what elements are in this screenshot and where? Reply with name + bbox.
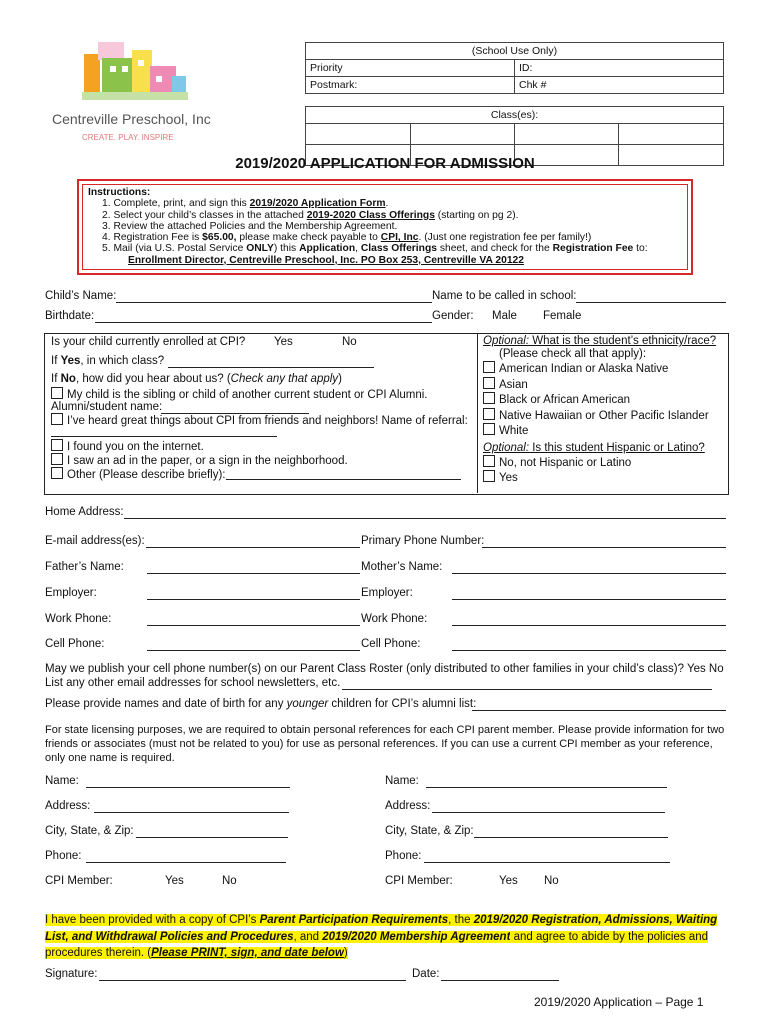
school-logo bbox=[52, 36, 227, 148]
classes-header: Class(es): bbox=[306, 107, 724, 124]
ref2-name-field[interactable] bbox=[426, 787, 667, 788]
agreement-text: I have been provided with a copy of CPI’s Parent Participation Requirements, the 2019/2020 Registration, Admissions, Waiting List, and Withdrawal Policies and Procedures, and 2019/2020 Membership Agreement and agree to abide by the policies and procedures therein. (Please PRINT, sign, and date below) bbox=[45, 914, 718, 959]
ref2-member-yes[interactable]: Yes bbox=[499, 875, 518, 887]
date-field[interactable] bbox=[441, 980, 559, 981]
mailing-address: Enrollment Director, Centreville Preschool, Inc. PO Box 253, Centreville VA 20122 bbox=[128, 254, 525, 266]
id-cell[interactable]: ID: bbox=[515, 60, 724, 77]
father-work-phone-label: Work Phone: bbox=[45, 613, 112, 625]
ethnicity-checkbox[interactable] bbox=[483, 392, 495, 404]
email-field[interactable] bbox=[146, 547, 360, 548]
sibling-option[interactable]: My child is the sibling or child of another current student or CPI Alumni. bbox=[51, 387, 428, 401]
enrolled-yes-option[interactable]: Yes bbox=[274, 336, 293, 348]
internet-checkbox[interactable] bbox=[51, 439, 63, 451]
primary-phone-field[interactable] bbox=[482, 547, 726, 548]
ref1-phone-label: Phone: bbox=[45, 850, 82, 862]
enrolled-no-option[interactable]: No bbox=[342, 336, 357, 348]
hispanic-options bbox=[483, 455, 631, 485]
references-intro: For state licensing purposes, we are required to obtain personal references for each CPI parent member. Please provide information for two friends or associates (must not be related to you) for use as personal references. If you can use a current CPI member as your reference, only one name is required. bbox=[45, 724, 725, 764]
gender-label: Gender: bbox=[432, 310, 474, 322]
birthdate-label: Birthdate: bbox=[45, 310, 95, 322]
mother-name-label: Mother’s Name: bbox=[361, 561, 443, 573]
ref2-address-field[interactable] bbox=[432, 812, 665, 813]
gender-female-option[interactable]: Female bbox=[543, 310, 582, 322]
ref2-phone-label: Phone: bbox=[385, 850, 422, 862]
roster-question: May we publish your cell phone number(s) on our Parent Class Roster (only distributed to other families in your child’s class)? Yes No bbox=[45, 663, 724, 675]
ethnicity-checkbox[interactable] bbox=[483, 377, 495, 389]
referral-name-field[interactable] bbox=[51, 436, 277, 437]
ref1-city-field[interactable] bbox=[136, 837, 288, 838]
father-employer-label: Employer: bbox=[45, 587, 97, 599]
referral-checkbox[interactable] bbox=[51, 413, 63, 425]
birthdate-field[interactable] bbox=[95, 322, 432, 323]
class-cell[interactable] bbox=[410, 124, 515, 145]
home-address-field[interactable] bbox=[124, 518, 726, 519]
ref2-phone-field[interactable] bbox=[424, 862, 670, 863]
mother-work-phone-field[interactable] bbox=[452, 625, 726, 626]
mother-employer-field[interactable] bbox=[452, 599, 726, 600]
instruction-4: 4. Registration Fee is $65.00, please make check payable to CPI, Inc. (Just one registration fee per family!) bbox=[102, 232, 592, 244]
page-title: 2019/2020 APPLICATION FOR ADMISSION bbox=[235, 155, 535, 172]
ethnicity-option[interactable]: Native Hawaiian or Other Pacific Islander bbox=[483, 408, 709, 424]
ethnicity-question: Optional: What is the student’s ethnicity/race? bbox=[483, 335, 717, 347]
ad-option[interactable]: I saw an ad in the paper, or a sign in the neighborhood. bbox=[51, 453, 348, 467]
date-label: Date: bbox=[412, 968, 440, 980]
father-name-label: Father’s Name: bbox=[45, 561, 124, 573]
page-footer: 2019/2020 Application – Page 1 bbox=[534, 995, 704, 1009]
ref2-member-label: CPI Member: bbox=[385, 875, 453, 887]
how-heard-label: If No, how did you hear about us? (Check any that apply) bbox=[51, 373, 342, 385]
alumni-name-label: Alumni/student name: bbox=[51, 401, 163, 413]
ethnicity-option[interactable]: American Indian or Alaska Native bbox=[483, 361, 709, 377]
which-class-field[interactable] bbox=[168, 367, 374, 368]
ref2-member-no[interactable]: No bbox=[544, 875, 559, 887]
ref1-member-label: CPI Member: bbox=[45, 875, 113, 887]
sibling-checkbox[interactable] bbox=[51, 387, 63, 399]
ref1-address-label: Address: bbox=[45, 800, 91, 812]
ref2-address-label: Address: bbox=[385, 800, 431, 812]
ref2-city-label: City, State, & Zip: bbox=[385, 825, 474, 837]
which-class-label: If Yes, in which class? bbox=[51, 355, 165, 367]
ethnicity-sub: (Please check all that apply): bbox=[499, 348, 647, 360]
ethnicity-options bbox=[483, 361, 709, 439]
ethnicity-option[interactable]: Black or African American bbox=[483, 392, 709, 408]
ref1-phone-field[interactable] bbox=[86, 862, 286, 863]
ref2-city-field[interactable] bbox=[474, 837, 668, 838]
internet-option[interactable]: I found you on the internet. bbox=[51, 439, 204, 453]
logo-tagline: CREATE. PLAY. INSPIRE bbox=[82, 133, 174, 142]
ref2-name-label: Name: bbox=[385, 775, 419, 787]
signature-label: Signature: bbox=[45, 968, 98, 980]
other-option[interactable]: Other (Please describe briefly): bbox=[51, 467, 226, 481]
father-cell-field[interactable] bbox=[147, 650, 360, 651]
hispanic-option-yes[interactable]: Yes bbox=[483, 470, 631, 485]
class-cell[interactable] bbox=[306, 124, 411, 145]
mother-employer-label: Employer: bbox=[361, 587, 413, 599]
mother-cell-field[interactable] bbox=[452, 650, 726, 651]
referral-option[interactable]: I’ve heard great things about CPI from friends and neighbors! Name of referral: bbox=[51, 413, 468, 427]
hispanic-yes-checkbox[interactable] bbox=[483, 470, 495, 482]
home-address-label: Home Address: bbox=[45, 506, 124, 518]
hispanic-option-no[interactable]: No, not Hispanic or Latino bbox=[483, 455, 631, 470]
ref1-address-field[interactable] bbox=[94, 812, 289, 813]
mother-cell-label: Cell Phone: bbox=[361, 638, 421, 650]
ref1-name-field[interactable] bbox=[86, 787, 290, 788]
father-work-phone-field[interactable] bbox=[147, 625, 360, 626]
instructions-box bbox=[77, 179, 693, 275]
primary-phone-label: Primary Phone Number: bbox=[361, 535, 485, 547]
father-name-field[interactable] bbox=[147, 573, 360, 574]
ethnicity-option[interactable]: White bbox=[483, 423, 709, 439]
younger-children-label: Please provide names and date of birth for any younger children for CPI’s alumni list: bbox=[45, 698, 477, 710]
instruction-2: 2. Select your child’s classes in the attached 2019-2020 Class Offerings (starting on pg 2). bbox=[102, 209, 519, 221]
ref1-member-yes[interactable]: Yes bbox=[165, 875, 184, 887]
father-cell-label: Cell Phone: bbox=[45, 638, 105, 650]
mother-work-phone-label: Work Phone: bbox=[361, 613, 428, 625]
other-checkbox[interactable] bbox=[51, 467, 63, 479]
father-employer-field[interactable] bbox=[147, 599, 360, 600]
hispanic-no-checkbox[interactable] bbox=[483, 455, 495, 467]
enrolled-question: Is your child currently enrolled at CPI? bbox=[51, 336, 246, 348]
ref1-member-no[interactable]: No bbox=[222, 875, 237, 887]
other-email-label: List any other email addresses for school newsletters, etc. bbox=[45, 677, 341, 689]
younger-children-field[interactable] bbox=[472, 710, 726, 711]
class-cell[interactable] bbox=[515, 124, 619, 145]
school-use-table bbox=[305, 42, 724, 166]
called-name-field[interactable] bbox=[576, 302, 726, 303]
other-describe-field[interactable] bbox=[226, 479, 461, 480]
class-cell[interactable] bbox=[619, 124, 724, 145]
instructions-heading: Instructions: bbox=[88, 187, 151, 198]
ethnicity-option[interactable]: Asian bbox=[483, 377, 709, 393]
ref1-name-label: Name: bbox=[45, 775, 79, 787]
instruction-1: 1. Complete, print, and sign this 2019/2020 Application Form. bbox=[102, 198, 389, 210]
called-name-label: Name to be called in school: bbox=[432, 290, 577, 302]
ref1-city-label: City, State, & Zip: bbox=[45, 825, 134, 837]
ethnicity-checkbox[interactable] bbox=[483, 361, 495, 373]
postmark-cell[interactable]: Postmark: bbox=[306, 77, 515, 94]
mother-name-field[interactable] bbox=[452, 573, 726, 574]
priority-cell[interactable]: Priority bbox=[306, 60, 515, 77]
gender-male-option[interactable]: Male bbox=[492, 310, 517, 322]
childs-name-field[interactable] bbox=[116, 302, 432, 303]
hispanic-question: Optional: Is this student Hispanic or Latino? bbox=[483, 442, 705, 454]
ad-checkbox[interactable] bbox=[51, 453, 63, 465]
other-email-field[interactable] bbox=[342, 689, 712, 690]
box-divider bbox=[477, 333, 478, 493]
chk-cell[interactable]: Chk # bbox=[515, 77, 724, 94]
ethnicity-checkbox[interactable] bbox=[483, 423, 495, 435]
email-label: E-mail address(es): bbox=[45, 535, 145, 547]
logo-name: Centreville Preschool, Inc bbox=[52, 111, 211, 127]
instruction-3: 3. Review the attached Policies and the Membership Agreement. bbox=[102, 220, 398, 232]
school-use-header: (School Use Only) bbox=[306, 43, 724, 60]
ethnicity-checkbox[interactable] bbox=[483, 408, 495, 420]
instruction-5: 5. Mail (via U.S. Postal Service ONLY) this Application, Class Offerings sheet, and check for the Registration Fee to: bbox=[102, 243, 648, 255]
signature-field[interactable] bbox=[99, 980, 406, 981]
childs-name-label: Child’s Name: bbox=[45, 290, 117, 302]
